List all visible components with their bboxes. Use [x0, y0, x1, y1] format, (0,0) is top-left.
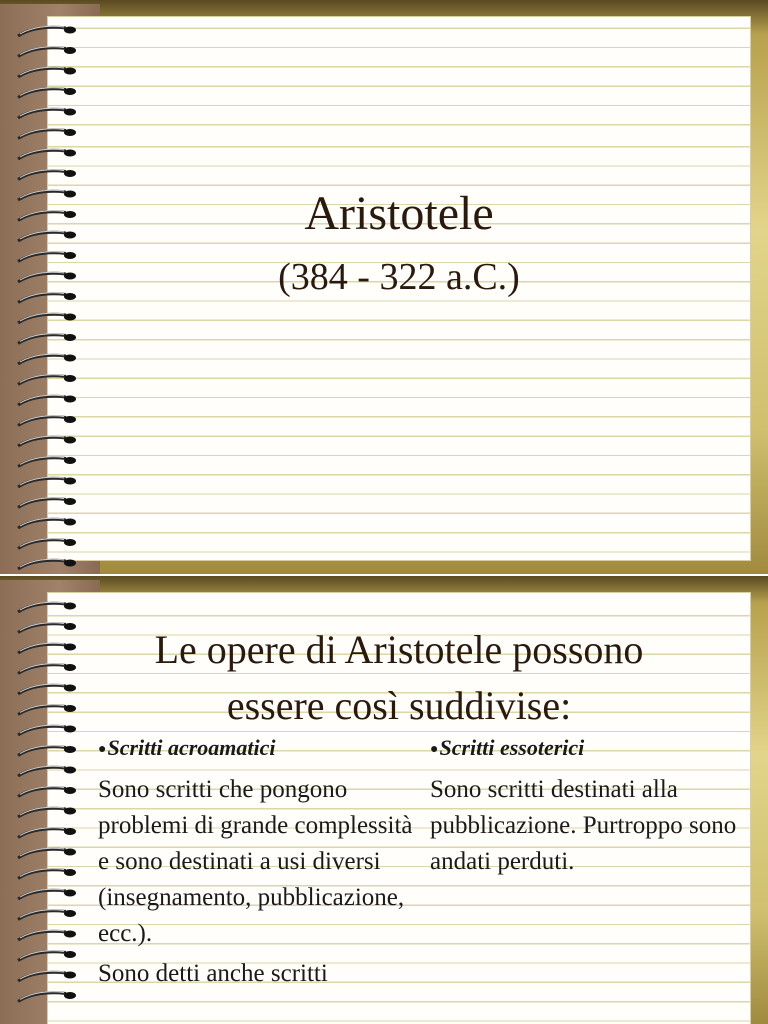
ring-icon: [18, 910, 76, 920]
heading-text: Scritti essoterici: [439, 735, 585, 760]
column-heading: [430, 730, 745, 768]
section-title-line-1: Le opere di Aristotele possono: [154, 627, 644, 672]
ring-icon: [18, 477, 76, 487]
ring-icon: [18, 559, 76, 569]
ring-icon: [18, 375, 76, 385]
ring-icon: [18, 766, 76, 776]
ring-icon: [18, 416, 76, 426]
ring-icon: [18, 129, 76, 139]
ring-icon: [18, 807, 76, 817]
ring-icon: [18, 457, 76, 467]
section-title-line-2: essere così suddivise:: [226, 683, 572, 728]
ring-icon: [18, 149, 76, 159]
column-acroamatic: [98, 730, 418, 992]
ring-icon: [18, 334, 76, 344]
ring-icon: [18, 971, 76, 981]
section-title: [48, 622, 750, 734]
slide-title: Aristotele: [304, 187, 494, 240]
ring-icon: [18, 787, 76, 797]
slide-subtitle: (384 - 322 a.C.): [278, 256, 520, 298]
ring-icon: [18, 828, 76, 838]
ring-icon: [18, 170, 76, 180]
ring-icon: [18, 539, 76, 549]
ring-icon: [18, 602, 76, 612]
column-exoteric: [430, 730, 745, 880]
heading-text: Scritti acroamatici: [107, 735, 276, 760]
ring-icon: [18, 395, 76, 405]
ring-icon: [18, 889, 76, 899]
column-heading: [98, 730, 418, 768]
ring-icon: [18, 951, 76, 961]
ring-icon: [18, 498, 76, 508]
column-paragraph: Sono scritti destinati alla pubblicazione. Purtroppo sono andati perduti.: [430, 775, 737, 875]
ring-icon: [18, 869, 76, 879]
ring-icon: [18, 67, 76, 77]
ring-icon: [18, 47, 76, 57]
ring-icon: [18, 26, 76, 36]
bullet-icon: ●: [98, 741, 107, 757]
ring-icon: [18, 88, 76, 98]
ring-icon: [18, 354, 76, 364]
ring-icon: [18, 108, 76, 118]
ring-icon: [18, 848, 76, 858]
ring-icon: [18, 930, 76, 940]
bullet-icon: ●: [430, 741, 439, 757]
ring-icon: [18, 518, 76, 528]
ring-icon: [18, 436, 76, 446]
column-paragraph: Sono scritti che pongono problemi di grande complessità e sono destinati a usi diversi (insegnamento, pubblicazione, ecc.).: [98, 775, 413, 947]
column-paragraph: Sono detti anche scritti: [98, 959, 328, 987]
ring-icon: [18, 313, 76, 323]
ring-icon: [18, 746, 76, 756]
ring-icon: [18, 992, 76, 1002]
